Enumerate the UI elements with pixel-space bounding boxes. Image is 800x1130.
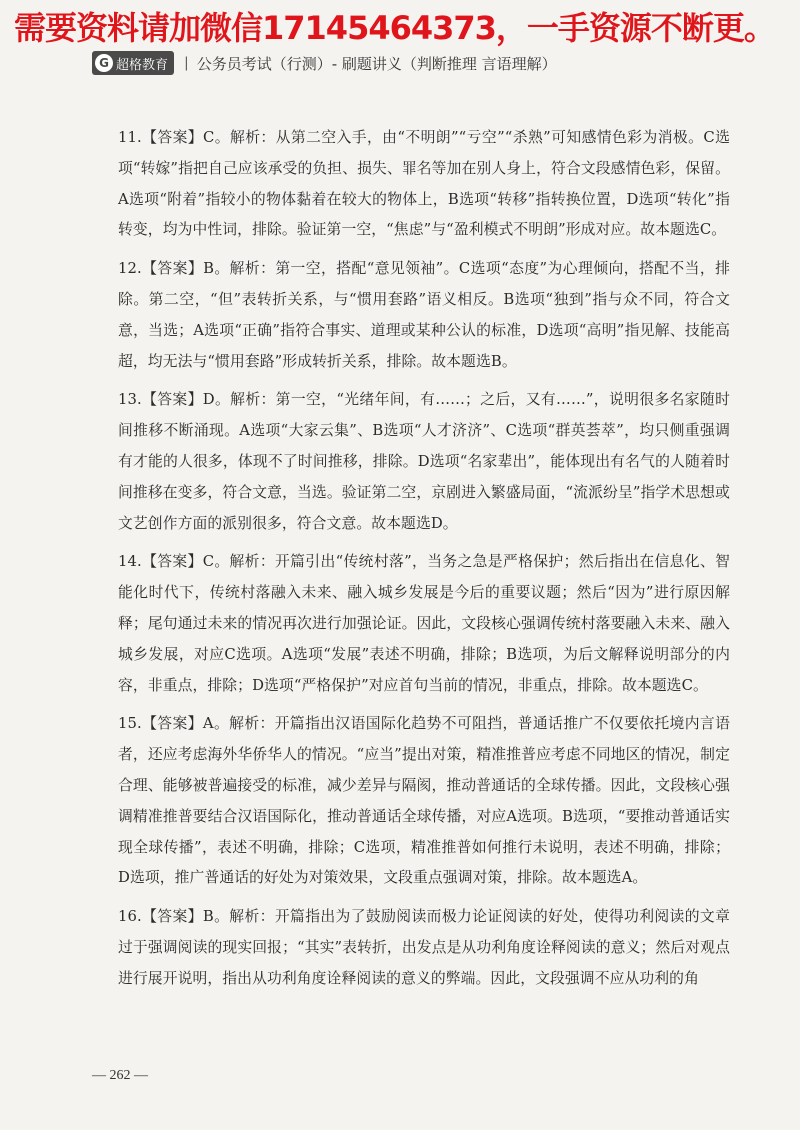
answer-paragraph-11: 11.【答案】C。解析：从第二空入手，由“不明朗”“亏空”“杀熟”可知感情色彩为消极。C选项“转嫁”指把自己应该承受的负担、损失、罪名等加在别人身上，符合文段感情色彩，保留。A选项“附着”指较小的物体黏着在较大的物体上，B选项“转移”指转换位置，D选项“转化”指转变，均为中性词，排除。验证第一空，“焦虑”与“盈利模式不明朗”形成对应。故本题选C。 bbox=[118, 129, 730, 239]
answer-paragraph-12: 12.【答案】B。解析：第一空，搭配“意见领袖”。C选项“态度”为心理倾向，搭配不当，排除。第二空，“但”表转折关系，与“惯用套路”语义相反。B选项“独到”指与众不同，符合文意，当选；A选项“正确”指符合事实、道理或某种公认的标准，D选项“高明”指见解、技能高超，均无法与“惯用套路”形成转折关系，排除。故本题选B。 bbox=[118, 260, 730, 370]
answer-paragraph-13: 13.【答案】D。解析：第一空，“光绪年间，有……；之后，又有……”，说明很多名家随时间推移不断涌现。A选项“大家云集”、B选项“人才济济”、C选项“群英荟萃”，均只侧重强调有才能的人很多，体现不了时间推移，排除。D选项“名家辈出”，能体现出有名气的人随着时间推移在变多，符合文意，当选。验证第二空，京剧进入繁盛局面，“流派纷呈”指学术思想或文艺创作方面的派别很多，符合文意。故本题选D。 bbox=[118, 391, 730, 532]
answer-explanations bbox=[118, 123, 730, 1003]
answer-paragraph-15: 15.【答案】A。解析：开篇指出汉语国际化趋势不可阻挡，普通话推广不仅要依托境内言语者，还应考虑海外华侨华人的情况。“应当”提出对策，精准推普应考虑不同地区的情况，制定合理、能够被普遍接受的标准，减少差异与隔阂，推动普通话的全球传播。因此，文段核心强调精准推普要结合汉语国际化，推动普通话全球传播，对应A选项。B选项，“要推动普通话实现全球传播”，表述不明确，排除；C选项，精准推普如何推行未说明，表述不明确，排除；D选项，推广普通话的好处为对策效果，文段重点强调对策，排除。故本题选A。 bbox=[118, 715, 730, 887]
header-title: 公务员考试（行测）- 刷题讲义（判断推理 言语理解） bbox=[196, 54, 557, 73]
logo-mark-icon: G bbox=[95, 54, 113, 72]
page-header bbox=[92, 50, 557, 76]
logo-text: 超格教育 bbox=[116, 57, 169, 73]
answer-paragraph-14: 14.【答案】C。解析：开篇引出“传统村落”，当务之急是严格保护；然后指出在信息化、智能化时代下，传统村落融入未来、融入城乡发展是今后的重要议题；然后“因为”进行原因解释；尾句通过未来的情况再次进行加强论证。因此，文段核心强调传统村落要融入未来、融入城乡发展，对应C选项。A选项“发展”表述不明确，排除；B选项，为后文解释说明部分的内容，非重点，排除；D选项“严格保护”对应首句当前的情况，非重点，排除。故本题选C。 bbox=[118, 553, 730, 694]
watermark-banner: 需要资料请加微信17145464373，一手资源不断更。 bbox=[14, 9, 775, 47]
publisher-logo bbox=[92, 51, 174, 75]
answer-paragraph-16: 16.【答案】B。解析：开篇指出为了鼓励阅读而极力论证阅读的好处，使得功利阅读的文章过于强调阅读的现实回报；“其实”表转折，出发点是从功利角度诠释阅读的意义；然后对观点进行展开说明，指出从功利角度诠释阅读的意义的弊端。因此，文段强调不应从功利的角 bbox=[118, 908, 730, 987]
header-separator: | bbox=[184, 55, 189, 71]
page-number: — 262 — bbox=[92, 1068, 148, 1083]
